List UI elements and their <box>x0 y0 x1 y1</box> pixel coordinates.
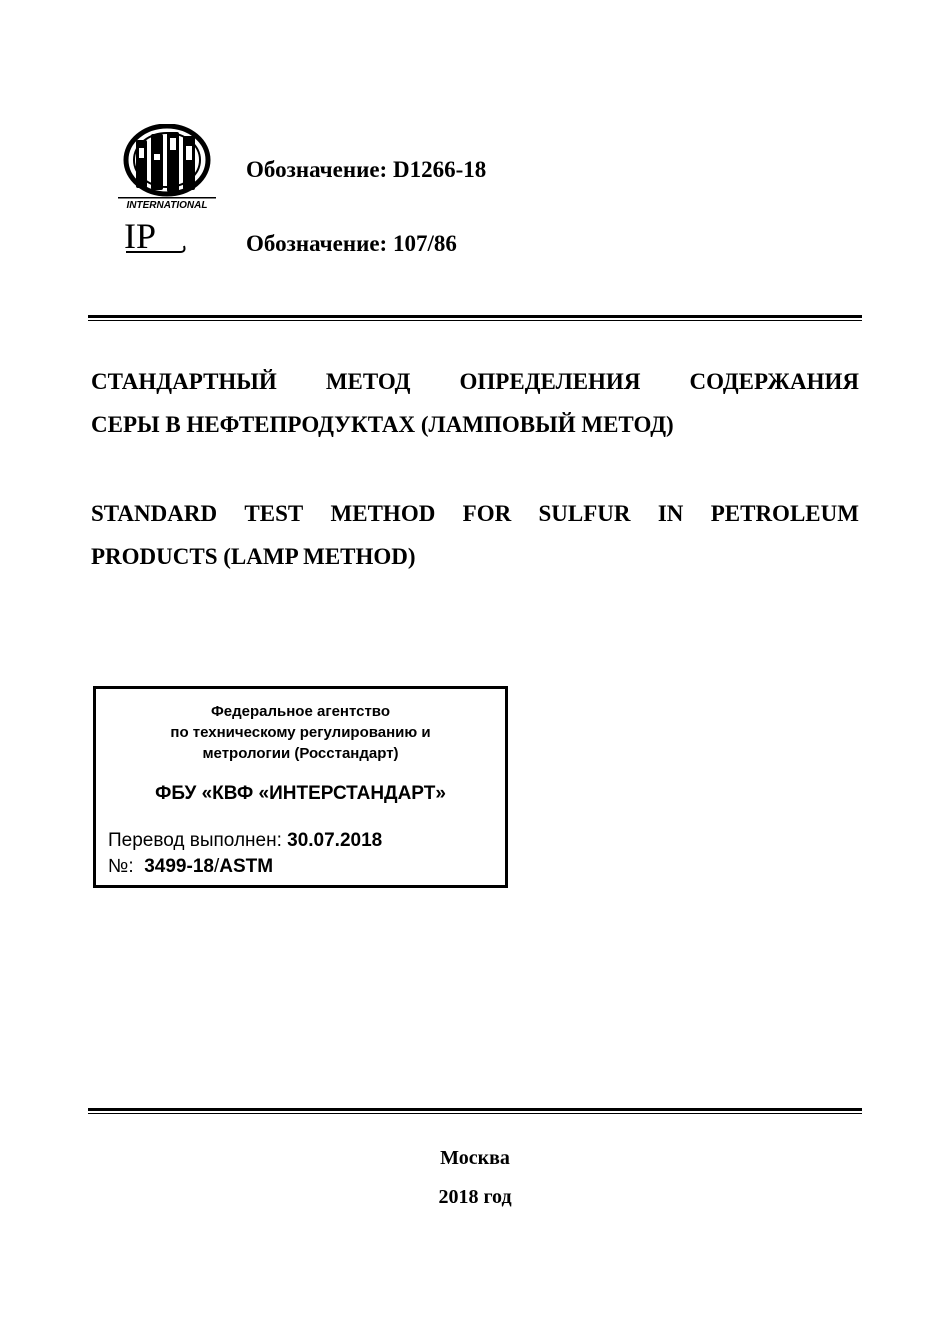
translation-date-label: Перевод выполнен: <box>108 830 288 851</box>
footer-year: 2018 год <box>438 1186 512 1208</box>
footer-rule-thin <box>88 1113 862 1114</box>
agency-line: метрологии (Росстандарт) <box>202 745 399 762</box>
title-word: МЕТОД <box>325 369 411 394</box>
astm-international-logo-icon <box>116 124 218 212</box>
translation-number-row <box>108 857 273 876</box>
title-word: IN <box>657 501 684 526</box>
header-rule <box>88 315 862 318</box>
translation-number-suffix: ASTM <box>219 856 274 877</box>
organization-name: ФБУ «КВФ «ИНТЕРСТАНДАРТ» <box>155 783 446 804</box>
translation-number-label: №: <box>108 856 145 877</box>
translation-date: 30.07.2018 <box>287 830 383 851</box>
title-word: PETROLEUM <box>710 501 859 526</box>
title-word: STANDARD <box>91 501 218 526</box>
title-english-line-2: PRODUCTS (LAMP METHOD) <box>91 544 416 569</box>
translation-number-separator: / <box>213 856 220 877</box>
agency-line: Федеральное агентство <box>210 703 390 720</box>
translation-number: 3499-18 <box>144 856 214 877</box>
svg-text:P: P <box>136 218 157 256</box>
agency-line: по техническому регулированию и <box>170 724 431 741</box>
title-english-line-1 <box>91 502 859 545</box>
designation-astm: Обозначение: D1266-18 <box>246 157 487 182</box>
svg-text:I: I <box>124 218 136 256</box>
title-russian-line-1 <box>91 370 859 413</box>
translation-date-row <box>108 831 382 850</box>
title-word: СТАНДАРТНЫЙ <box>91 369 277 394</box>
ip-logo <box>122 218 188 258</box>
footer-rule <box>88 1108 862 1111</box>
agency-name <box>96 701 505 764</box>
astm-logo <box>116 124 218 212</box>
title-word: METHOD <box>330 501 436 526</box>
translation-stamp-box <box>93 686 508 888</box>
title-russian-line-2: СЕРЫ В НЕФТЕПРОДУКТАХ (ЛАМПОВЫЙ МЕТОД) <box>91 412 674 437</box>
designation-ip: Обозначение: 107/86 <box>246 231 457 256</box>
ip-logo-icon <box>122 218 188 258</box>
title-russian <box>91 370 859 456</box>
title-word: СОДЕРЖАНИЯ <box>689 369 859 394</box>
astm-logo-caption: INTERNATIONAL <box>126 200 208 211</box>
header-rule-thin <box>88 320 862 321</box>
title-english <box>91 502 859 588</box>
title-word: FOR <box>462 501 512 526</box>
title-word: ОПРЕДЕЛЕНИЯ <box>459 369 641 394</box>
footer-city: Москва <box>440 1147 510 1169</box>
title-word: TEST <box>244 501 304 526</box>
title-word: SULFUR <box>538 501 631 526</box>
